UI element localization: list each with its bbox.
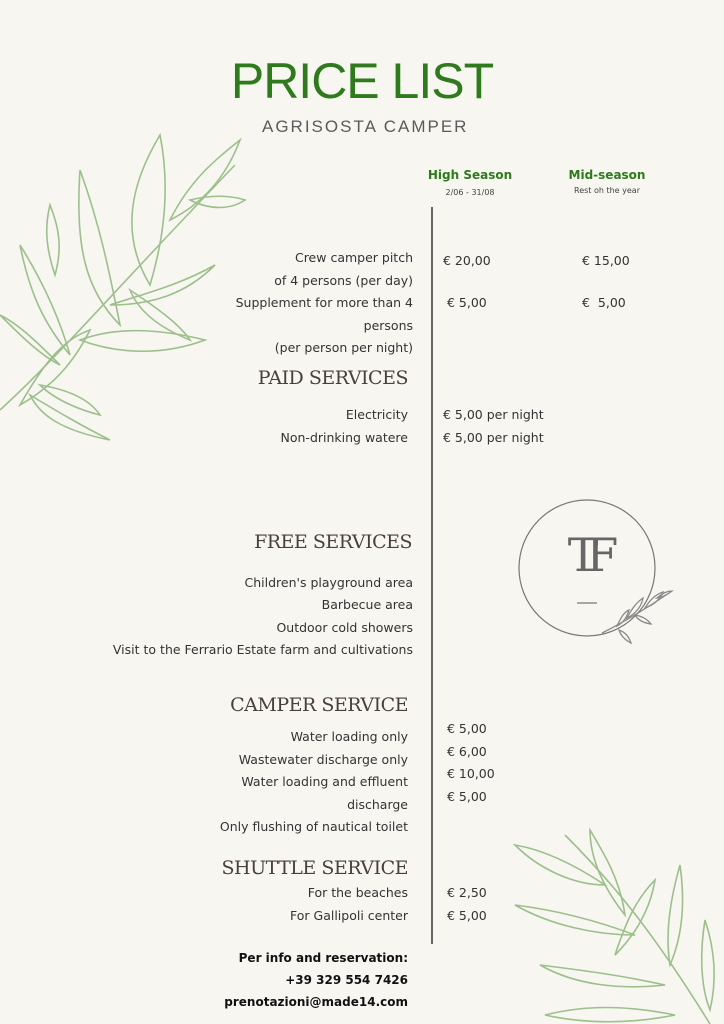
free-services-heading: FREE SERVICES [254, 531, 412, 553]
supplement-high-price: € 5,00 [447, 295, 487, 310]
paid-service-price: € 5,00 per night [443, 407, 544, 422]
free-service-item: Visit to the Ferrario Estate farm and cultivations [112, 642, 413, 657]
tf-logo [517, 498, 677, 658]
supplement-label: Supplement for more than 4 persons (per person per night) [235, 295, 413, 355]
column-mid-season-dates: Rest oh the year [574, 186, 640, 195]
contact-heading: Per info and reservation: [238, 951, 408, 965]
paid-services-heading: PAID SERVICES [257, 367, 408, 389]
supplement-mid-price: € 5,00 [582, 295, 626, 310]
page-subtitle: AGRISOSTA CAMPER [262, 117, 469, 136]
paid-service-price: € 5,00 per night [443, 430, 544, 445]
tf-logo-letters: TF [567, 528, 607, 582]
free-service-item: Children's playground area [244, 575, 413, 590]
crew-pitch-label: Crew camper pitch of 4 persons (per day) [274, 250, 413, 288]
contact-email[interactable]: prenotazioni@made14.com [224, 995, 408, 1009]
camper-service-labels: Water loading only Wastewater discharge only Water loading and effluent discharge Only flushing of nautical toilet [219, 729, 408, 834]
column-divider [431, 207, 433, 944]
shuttle-label: For the beaches [307, 885, 408, 900]
shuttle-price: € 5,00 [447, 908, 487, 923]
paid-service-label: Electricity [345, 407, 408, 422]
free-service-item: Barbecue area [321, 597, 413, 612]
free-service-item: Outdoor cold showers [276, 620, 413, 635]
shuttle-service-heading: SHUTTLE SERVICE [221, 857, 408, 879]
contact-block [108, 947, 408, 1013]
page-title: PRICE LIST [230, 53, 494, 109]
crew-pitch-mid-price: € 15,00 [582, 253, 630, 268]
column-high-season-dates: 2/06 - 31/08 [445, 188, 495, 197]
leaf-branch-bottom-right [505, 825, 724, 1024]
paid-service-label: Non-drinking watere [280, 430, 408, 445]
shuttle-price: € 2,50 [447, 885, 487, 900]
camper-service-prices: € 5,00 € 6,00 € 10,00 € 5,00 [447, 721, 495, 804]
crew-pitch-high-price: € 20,00 [443, 253, 491, 268]
shuttle-label: For Gallipoli center [290, 908, 408, 923]
camper-service-heading: CAMPER SERVICE [230, 694, 408, 716]
contact-phone[interactable]: +39 329 554 7426 [285, 973, 408, 987]
column-mid-season: Mid-season [568, 168, 646, 182]
column-high-season: High Season [427, 168, 513, 182]
